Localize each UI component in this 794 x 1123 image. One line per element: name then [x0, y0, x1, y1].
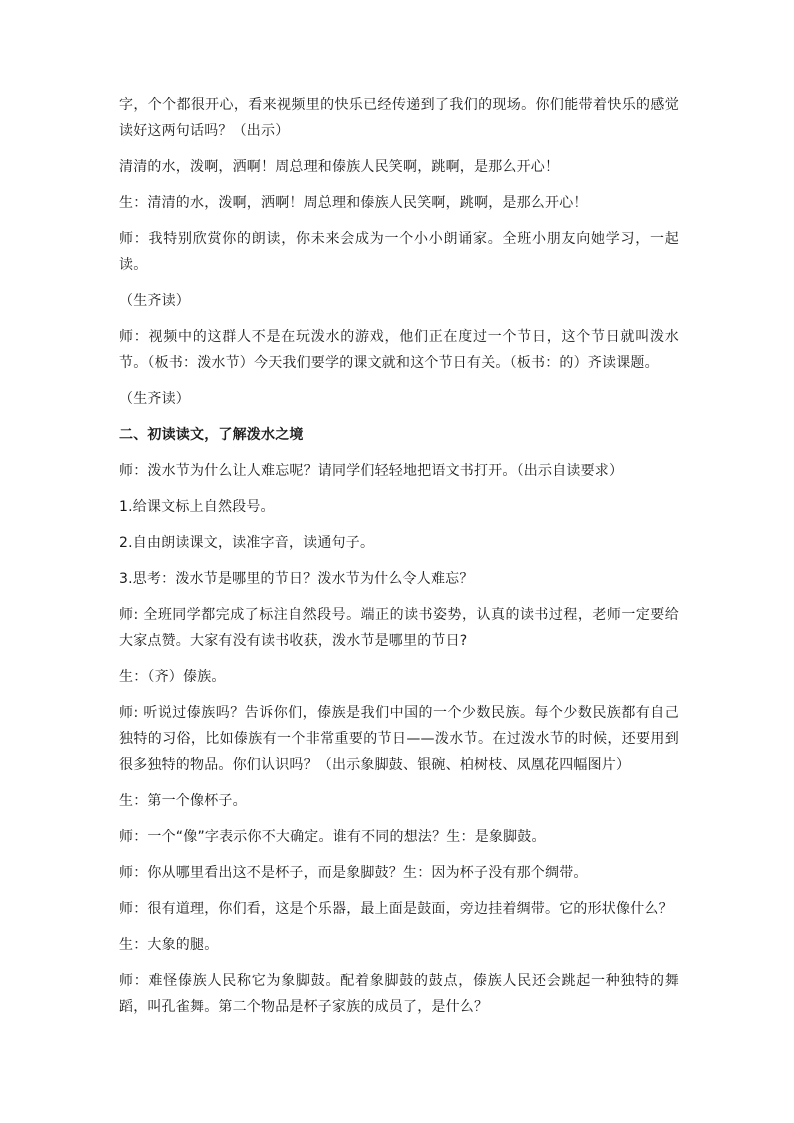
paragraph-19: 师：很有道理，你们看，这是个乐器，最上面是鼓面，旁边挂着绸带。它的形状像什么？ — [119, 901, 673, 917]
paragraph-6: 师：视频中的这群人不是在玩泼水的游戏，他们正在度过一个节日，这个节日就叫泼水节。（板书：泼水节）今天我们要学的课文就和这个节日有关。（板书：的）齐读课题。 — [119, 329, 679, 371]
paragraph-15: 师: 听说过傣族吗？告诉你们，傣族是我们中国的一个少数民族。每个少数民族都有自己独特的习俗，比如傣族有一个非常重要的节日——泼水节。在过泼水节的时候，还要用到很多独特的物品。你们认识吗？（出示象脚鼓、银碗、柏树枝、凤凰花四幅图片） — [119, 705, 679, 773]
paragraph-7: （生齐读） — [119, 391, 190, 407]
paragraph-3: 生：清清的水，泼啊，洒啊！周总理和傣族人民笑啊，跳啊，是那么开心！ — [119, 195, 588, 211]
paragraph-21: 师：难怪傣族人民称它为象脚鼓。配着象脚鼓的鼓点，傣族人民还会跳起一种独特的舞蹈，叫孔雀舞。第二个物品是杯子家族的成员了，是什么？ — [119, 973, 679, 1015]
paragraph-17: 师：一个“像”字表示你不大确定。谁有不同的想法？生：是象脚鼓。 — [119, 829, 546, 845]
paragraph-14: 生：（齐）傣族。 — [119, 669, 226, 685]
paragraph-2: 清清的水，泼啊，洒啊！周总理和傣族人民笑啊，跳啊，是那么开心！ — [119, 159, 560, 175]
paragraph-13: 师: 全班同学都完成了标注自然段号。端正的读书姿势，认真的读书过程，老师一定要给大家点赞。大家有没有读书收获，泼水节是哪里的节日? — [119, 607, 679, 649]
list-item-3: 3.思考：泼水节是哪里的节日？泼水节为什么令人难忘？ — [119, 571, 474, 587]
paragraph-4: 师：我特别欣赏你的朗读，你未来会成为一个小小朗诵家。全班小朋友向她学习，一起读。 — [119, 231, 679, 273]
paragraph-9: 师：泼水节为什么让人难忘呢？请同学们轻轻地把语文书打开。（出示自读要求） — [119, 463, 624, 479]
paragraph-20: 生：大象的腿。 — [119, 937, 219, 953]
section-heading: 二、初读读文，了解泼水之境 — [119, 427, 304, 443]
document-page — [119, 92, 679, 1030]
paragraph-18: 师：你从哪里看出这不是杯子，而是象脚鼓？生：因为杯子没有那个绸带。 — [119, 865, 588, 881]
paragraph-5: （生齐读） — [119, 293, 190, 309]
paragraph-16: 生：第一个像杯子。 — [119, 793, 247, 809]
list-item-1: 1.给课文标上自然段号。 — [119, 499, 275, 515]
list-item-2: 2.自由朗读课文，读准字音，读通句子。 — [119, 535, 375, 551]
paragraph-1: 字，个个都很开心，看来视频里的快乐已经传递到了我们的现场。你们能带着快乐的感觉读好这两句话吗？（出示） — [119, 97, 679, 139]
